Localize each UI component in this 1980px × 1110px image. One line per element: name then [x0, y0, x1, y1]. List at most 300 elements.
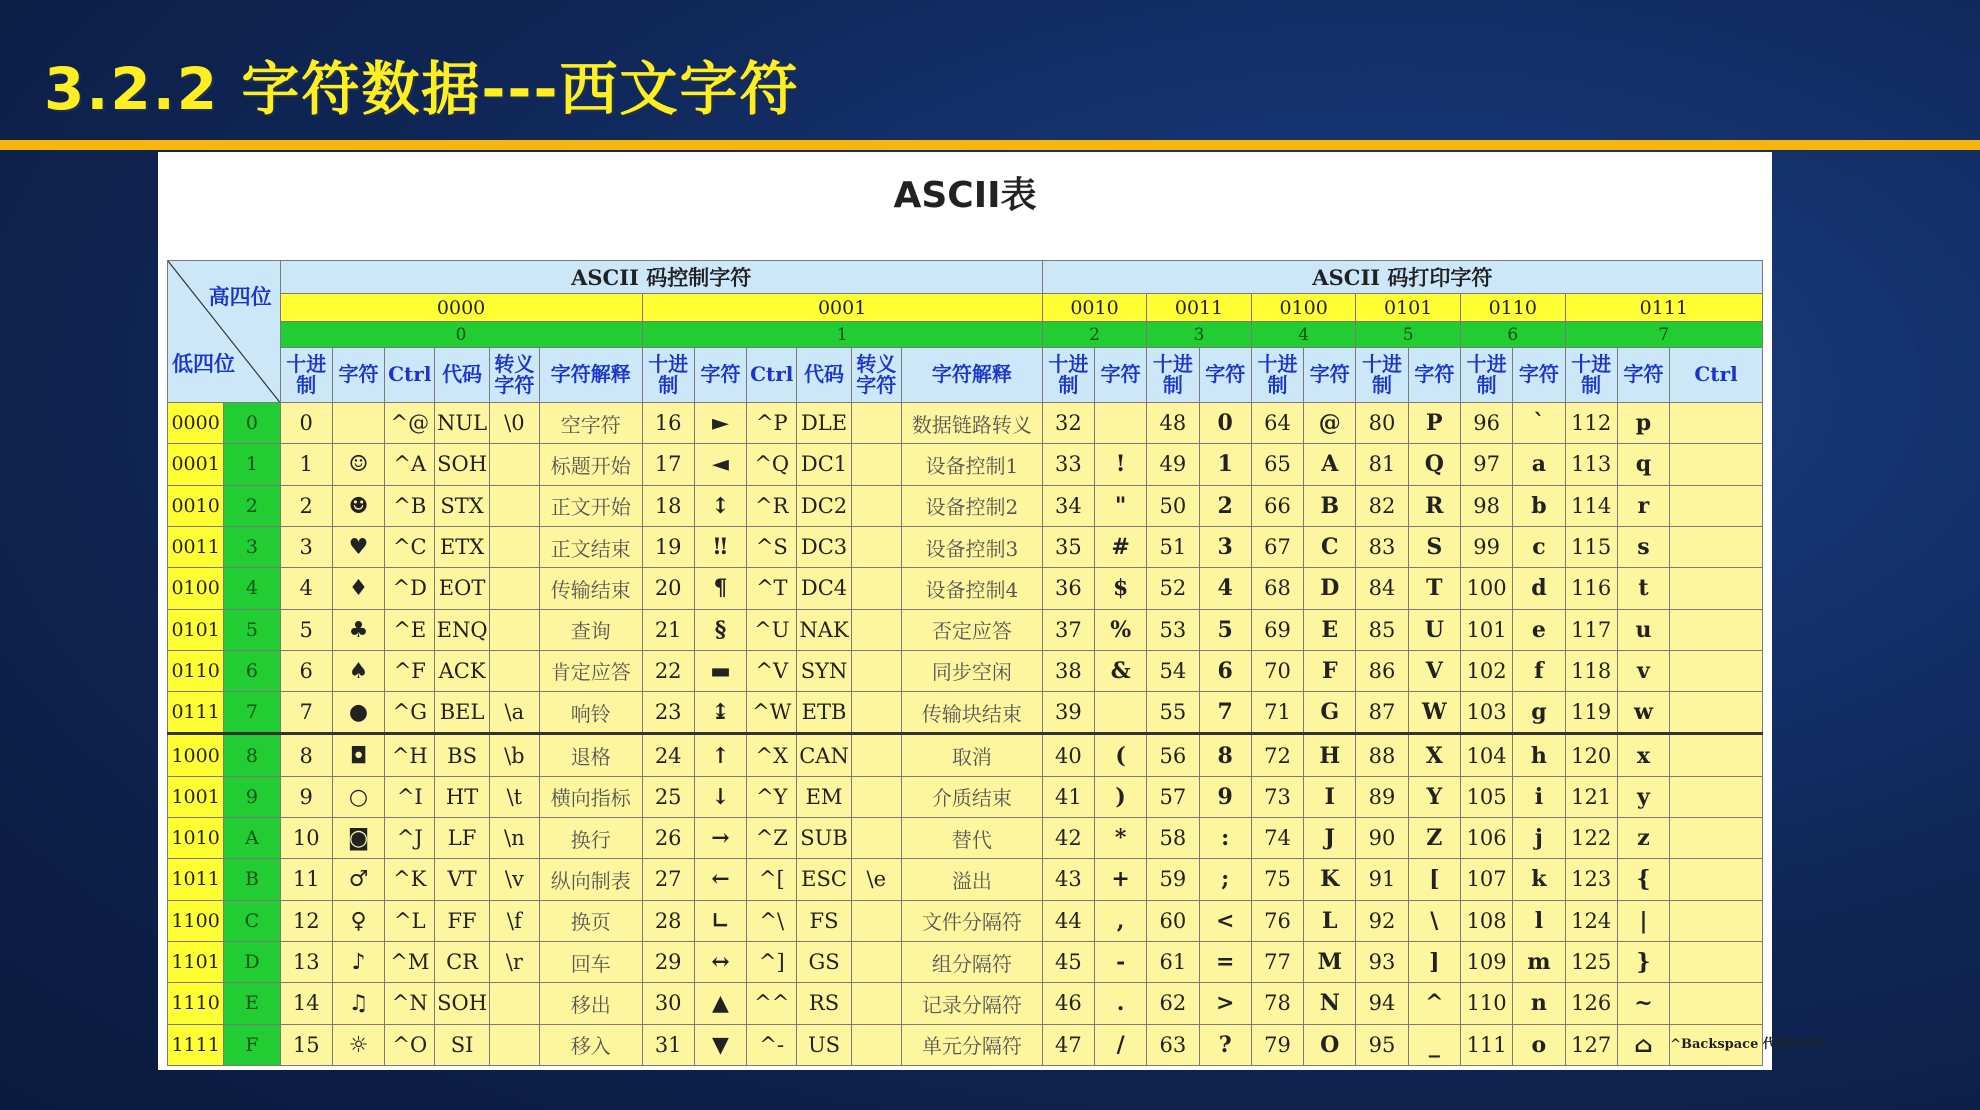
print-dec: 82: [1356, 485, 1408, 526]
print-dec: 101: [1460, 609, 1512, 650]
print-dec: 72: [1251, 734, 1303, 776]
print-dec: 115: [1565, 526, 1617, 567]
col-header-dec: 十进制: [1460, 347, 1512, 402]
print-dec: 113: [1565, 444, 1617, 485]
low-bin: 1111: [168, 1024, 224, 1065]
print-dec: 38: [1042, 650, 1094, 691]
print-char: a: [1513, 444, 1565, 485]
col-header-code: 代码: [797, 347, 851, 402]
c1-ctrl: ^P: [747, 403, 797, 444]
last-ctrl: [1670, 526, 1763, 567]
print-dec: 71: [1251, 692, 1303, 734]
last-ctrl: [1670, 485, 1763, 526]
print-char: :: [1199, 818, 1251, 859]
c1-code: ETB: [797, 692, 851, 734]
last-ctrl: [1670, 859, 1763, 900]
col-header-char: 字符: [1095, 347, 1147, 402]
print-dec: 98: [1460, 485, 1512, 526]
c1-escape: [851, 526, 901, 567]
c0-dec: 0: [280, 403, 332, 444]
c0-escape: \b: [489, 734, 539, 776]
print-char: ^: [1408, 983, 1460, 1024]
print-char: [: [1408, 859, 1460, 900]
print-char: $: [1095, 568, 1147, 609]
col-header-char: 字符: [1304, 347, 1356, 402]
print-char: !: [1095, 444, 1147, 485]
c0-meaning: 肯定应答: [539, 650, 642, 691]
print-char: N: [1304, 983, 1356, 1024]
low-bin: 1100: [168, 900, 224, 941]
print-dec: 90: [1356, 818, 1408, 859]
c1-escape: [851, 734, 901, 776]
print-char: b: [1513, 485, 1565, 526]
print-char: 4: [1199, 568, 1251, 609]
c0-dec: 15: [280, 1024, 332, 1065]
c0-escape: \n: [489, 818, 539, 859]
print-dec: 125: [1565, 941, 1617, 982]
c1-code: SUB: [797, 818, 851, 859]
col-header-dec: 十进制: [1356, 347, 1408, 402]
print-dec: 53: [1147, 609, 1199, 650]
c1-code: RS: [797, 983, 851, 1024]
c1-escape: [851, 1024, 901, 1065]
c1-escape: [851, 568, 901, 609]
last-ctrl: [1670, 900, 1763, 941]
print-char: _: [1408, 1024, 1460, 1065]
print-char: (: [1095, 734, 1147, 776]
high-bin-6: 0110: [1460, 294, 1565, 322]
print-char: >: [1199, 983, 1251, 1024]
print-char: 0: [1199, 403, 1251, 444]
c0-ctrl: ^O: [385, 1024, 435, 1065]
print-char: D: [1304, 568, 1356, 609]
print-dec: 52: [1147, 568, 1199, 609]
print-dec: 32: [1042, 403, 1094, 444]
print-char: c: [1513, 526, 1565, 567]
c1-meaning: 设备控制3: [901, 526, 1042, 567]
last-ctrl: [1670, 650, 1763, 691]
c1-code: DC1: [797, 444, 851, 485]
last-ctrl: [1670, 776, 1763, 817]
print-char: |: [1617, 900, 1669, 941]
c0-ctrl: ^F: [385, 650, 435, 691]
print-char: H: [1304, 734, 1356, 776]
print-dec: 111: [1460, 1024, 1512, 1065]
high-hex-7: 7: [1565, 322, 1762, 347]
c0-ctrl: ^H: [385, 734, 435, 776]
print-dec: 107: [1460, 859, 1512, 900]
c1-escape: [851, 983, 901, 1024]
c1-escape: [851, 403, 901, 444]
print-dec: 112: [1565, 403, 1617, 444]
low-hex: 9: [224, 776, 280, 817]
col-header-meaning: 字符解释: [539, 347, 642, 402]
print-char: k: [1513, 859, 1565, 900]
c0-dec: 12: [280, 900, 332, 941]
low-hex: 0: [224, 403, 280, 444]
print-char: ": [1095, 485, 1147, 526]
c0-char: ◘: [332, 734, 384, 776]
c0-code: EOT: [435, 568, 489, 609]
low-bin: 1110: [168, 983, 224, 1024]
c1-meaning: 同步空闲: [901, 650, 1042, 691]
table-row: [168, 818, 1763, 859]
c0-ctrl: ^M: [385, 941, 435, 982]
low-hex: D: [224, 941, 280, 982]
low-bin: 1011: [168, 859, 224, 900]
print-char: [1095, 403, 1147, 444]
print-dec: 54: [1147, 650, 1199, 691]
c0-code: FF: [435, 900, 489, 941]
print-dec: 80: [1356, 403, 1408, 444]
c0-ctrl: ^D: [385, 568, 435, 609]
print-char: 3: [1199, 526, 1251, 567]
print-char: O: [1304, 1024, 1356, 1065]
print-char: &: [1095, 650, 1147, 691]
c0-ctrl: ^B: [385, 485, 435, 526]
c0-char: ♪: [332, 941, 384, 982]
print-char: s: [1617, 526, 1669, 567]
print-dec: 55: [1147, 692, 1199, 734]
c1-char: ‼: [694, 526, 746, 567]
table-row: [168, 526, 1763, 567]
high-hex-0: 0: [280, 322, 642, 347]
col-header-char: 字符: [1617, 347, 1669, 402]
c0-meaning: 换行: [539, 818, 642, 859]
print-dec: 66: [1251, 485, 1303, 526]
high-bin-3: 0011: [1147, 294, 1252, 322]
print-char: e: [1513, 609, 1565, 650]
c0-char: ♥: [332, 526, 384, 567]
print-dec: 117: [1565, 609, 1617, 650]
c1-ctrl: ^S: [747, 526, 797, 567]
print-char: K: [1304, 859, 1356, 900]
c1-char: ◄: [694, 444, 746, 485]
print-dec: 116: [1565, 568, 1617, 609]
print-char: #: [1095, 526, 1147, 567]
print-char: `: [1513, 403, 1565, 444]
low-hex: 1: [224, 444, 280, 485]
print-dec: 63: [1147, 1024, 1199, 1065]
low-hex: F: [224, 1024, 280, 1065]
print-char: ⌂: [1617, 1024, 1669, 1065]
print-char: S: [1408, 526, 1460, 567]
low-hex: 8: [224, 734, 280, 776]
print-char: .: [1095, 983, 1147, 1024]
print-dec: 51: [1147, 526, 1199, 567]
ascii-table: [167, 260, 1824, 1066]
print-dec: 58: [1147, 818, 1199, 859]
panel-title: ASCII表: [893, 175, 1037, 216]
c0-escape: [489, 1024, 539, 1065]
c1-char: ►: [694, 403, 746, 444]
print-char: F: [1304, 650, 1356, 691]
print-char: 5: [1199, 609, 1251, 650]
print-char: q: [1617, 444, 1669, 485]
print-dec: 65: [1251, 444, 1303, 485]
print-dec: 106: [1460, 818, 1512, 859]
table-row: [168, 1024, 1763, 1065]
last-ctrl: [1670, 734, 1763, 776]
c0-escape: [489, 568, 539, 609]
c0-meaning: 正文结束: [539, 526, 642, 567]
c1-ctrl: ^-: [747, 1024, 797, 1065]
print-dec: 44: [1042, 900, 1094, 941]
c0-escape: \f: [489, 900, 539, 941]
c0-dec: 6: [280, 650, 332, 691]
col-header-escape: 转义字符: [489, 347, 539, 402]
c1-dec: 26: [642, 818, 694, 859]
print-char: V: [1408, 650, 1460, 691]
slide-title: 3.2.2 字符数据---西文字符: [44, 55, 800, 123]
c0-dec: 4: [280, 568, 332, 609]
c0-meaning: 换页: [539, 900, 642, 941]
c1-dec: 21: [642, 609, 694, 650]
c1-code: CAN: [797, 734, 851, 776]
print-char: -: [1095, 941, 1147, 982]
c1-char: ∟: [694, 900, 746, 941]
c1-dec: 24: [642, 734, 694, 776]
print-char: I: [1304, 776, 1356, 817]
print-dec: 85: [1356, 609, 1408, 650]
print-dec: 120: [1565, 734, 1617, 776]
print-char: z: [1617, 818, 1669, 859]
c1-meaning: 否定应答: [901, 609, 1042, 650]
print-char: l: [1513, 900, 1565, 941]
high-hex-6: 6: [1460, 322, 1565, 347]
print-char: ;: [1199, 859, 1251, 900]
print-dec: 121: [1565, 776, 1617, 817]
print-dec: 47: [1042, 1024, 1094, 1065]
c0-ctrl: ^I: [385, 776, 435, 817]
print-char: M: [1304, 941, 1356, 982]
c0-escape: \r: [489, 941, 539, 982]
print-dec: 103: [1460, 692, 1512, 734]
print-char: \: [1408, 900, 1460, 941]
c1-code: GS: [797, 941, 851, 982]
c1-meaning: 数据链路转义: [901, 403, 1042, 444]
low-bin: 0111: [168, 692, 224, 734]
print-dec: 95: [1356, 1024, 1408, 1065]
c0-ctrl: ^G: [385, 692, 435, 734]
table-row: [168, 900, 1763, 941]
col-header-dec: 十进制: [1565, 347, 1617, 402]
c1-ctrl: ^X: [747, 734, 797, 776]
c1-escape: [851, 818, 901, 859]
c0-dec: 11: [280, 859, 332, 900]
print-dec: 118: [1565, 650, 1617, 691]
print-dec: 46: [1042, 983, 1094, 1024]
print-char: g: [1513, 692, 1565, 734]
c0-code: HT: [435, 776, 489, 817]
c1-code: ESC: [797, 859, 851, 900]
print-dec: 92: [1356, 900, 1408, 941]
print-dec: 68: [1251, 568, 1303, 609]
print-char: X: [1408, 734, 1460, 776]
print-dec: 87: [1356, 692, 1408, 734]
print-dec: 75: [1251, 859, 1303, 900]
high-hex-4: 4: [1251, 322, 1356, 347]
c1-escape: [851, 900, 901, 941]
high-bin-4: 0100: [1251, 294, 1356, 322]
corner-high-label: 高四位: [208, 284, 272, 309]
c1-escape: [851, 609, 901, 650]
c1-ctrl: ^Z: [747, 818, 797, 859]
print-char: 2: [1199, 485, 1251, 526]
c1-char: ↔: [694, 941, 746, 982]
low-bin: 0100: [168, 568, 224, 609]
c0-meaning: 移出: [539, 983, 642, 1024]
print-dec: 97: [1460, 444, 1512, 485]
c1-char: ▼: [694, 1024, 746, 1065]
low-bin: 0010: [168, 485, 224, 526]
c0-meaning: 标题开始: [539, 444, 642, 485]
print-char: p: [1617, 403, 1669, 444]
table-row: [168, 650, 1763, 691]
table-row: [168, 609, 1763, 650]
low-hex: A: [224, 818, 280, 859]
c0-char: ◙: [332, 818, 384, 859]
col-header-char: 字符: [1513, 347, 1565, 402]
print-char: ~: [1617, 983, 1669, 1024]
c0-meaning: 退格: [539, 734, 642, 776]
c1-ctrl: ^U: [747, 609, 797, 650]
print-char: o: [1513, 1024, 1565, 1065]
print-char: 6: [1199, 650, 1251, 691]
low-bin: 0000: [168, 403, 224, 444]
col-header-meaning: 字符解释: [901, 347, 1042, 402]
high-bin-2: 0010: [1042, 294, 1147, 322]
c1-ctrl: ^]: [747, 941, 797, 982]
c0-char: ♀: [332, 900, 384, 941]
c1-dec: 30: [642, 983, 694, 1024]
c1-dec: 20: [642, 568, 694, 609]
c0-code: SOH: [435, 983, 489, 1024]
c0-dec: 10: [280, 818, 332, 859]
c0-char: ♫: [332, 983, 384, 1024]
col-header-dec: 十进制: [280, 347, 332, 402]
print-dec: 126: [1565, 983, 1617, 1024]
table-row: [168, 692, 1763, 734]
c1-code: DC2: [797, 485, 851, 526]
print-dec: 69: [1251, 609, 1303, 650]
print-char: P: [1408, 403, 1460, 444]
print-char: *: [1095, 818, 1147, 859]
print-dec: 123: [1565, 859, 1617, 900]
print-char: f: [1513, 650, 1565, 691]
print-char: 7: [1199, 692, 1251, 734]
col-header-char: 字符: [694, 347, 746, 402]
c0-escape: \t: [489, 776, 539, 817]
c0-escape: [489, 526, 539, 567]
c0-escape: [489, 609, 539, 650]
print-dec: 43: [1042, 859, 1094, 900]
c0-dec: 9: [280, 776, 332, 817]
c0-dec: 1: [280, 444, 332, 485]
col-header-char: 字符: [1408, 347, 1460, 402]
col-header-ctrl: Ctrl: [1670, 347, 1763, 402]
low-hex: 3: [224, 526, 280, 567]
c0-ctrl: ^E: [385, 609, 435, 650]
c1-escape: [851, 444, 901, 485]
low-bin: 1001: [168, 776, 224, 817]
c0-dec: 5: [280, 609, 332, 650]
ascii-panel: [158, 152, 1824, 1070]
print-char: t: [1617, 568, 1669, 609]
print-dec: 83: [1356, 526, 1408, 567]
col-header-dec: 十进制: [1147, 347, 1199, 402]
print-dec: 93: [1356, 941, 1408, 982]
print-dec: 86: [1356, 650, 1408, 691]
c0-escape: [489, 444, 539, 485]
c1-ctrl: ^Y: [747, 776, 797, 817]
last-ctrl: [1670, 818, 1763, 859]
print-dec: 91: [1356, 859, 1408, 900]
c0-dec: 3: [280, 526, 332, 567]
print-char: d: [1513, 568, 1565, 609]
print-dec: 76: [1251, 900, 1303, 941]
c0-meaning: 响铃: [539, 692, 642, 734]
table-row: [168, 859, 1763, 900]
c1-meaning: 文件分隔符: [901, 900, 1042, 941]
print-char: W: [1408, 692, 1460, 734]
print-char: y: [1617, 776, 1669, 817]
table-row: [168, 734, 1763, 776]
print-dec: 41: [1042, 776, 1094, 817]
low-hex: 6: [224, 650, 280, 691]
high-bin-5: 0101: [1356, 294, 1461, 322]
low-bin: 0011: [168, 526, 224, 567]
c1-escape: [851, 776, 901, 817]
print-char: v: [1617, 650, 1669, 691]
c0-meaning: 传输结束: [539, 568, 642, 609]
print-char: 8: [1199, 734, 1251, 776]
print-dec: 50: [1147, 485, 1199, 526]
print-char: C: [1304, 526, 1356, 567]
low-hex: B: [224, 859, 280, 900]
print-char: G: [1304, 692, 1356, 734]
print-char: {: [1617, 859, 1669, 900]
c0-ctrl: ^C: [385, 526, 435, 567]
print-char: x: [1617, 734, 1669, 776]
print-dec: 94: [1356, 983, 1408, 1024]
c1-code: DC3: [797, 526, 851, 567]
print-dec: 96: [1460, 403, 1512, 444]
c1-dec: 29: [642, 941, 694, 982]
c1-dec: 27: [642, 859, 694, 900]
low-hex: 4: [224, 568, 280, 609]
print-dec: 48: [1147, 403, 1199, 444]
c0-ctrl: ^A: [385, 444, 435, 485]
c1-char: ↑: [694, 734, 746, 776]
print-dec: 108: [1460, 900, 1512, 941]
print-dec: 127: [1565, 1024, 1617, 1065]
c1-meaning: 设备控制1: [901, 444, 1042, 485]
print-dec: 114: [1565, 485, 1617, 526]
c0-code: VT: [435, 859, 489, 900]
print-dec: 60: [1147, 900, 1199, 941]
c0-ctrl: ^J: [385, 818, 435, 859]
c0-char: ♠: [332, 650, 384, 691]
print-dec: 45: [1042, 941, 1094, 982]
print-char: 1: [1199, 444, 1251, 485]
c1-meaning: 溢出: [901, 859, 1042, 900]
low-bin: 0101: [168, 609, 224, 650]
c0-code: SI: [435, 1024, 489, 1065]
c0-dec: 8: [280, 734, 332, 776]
high-hex-2: 2: [1042, 322, 1147, 347]
c1-char: ▬: [694, 650, 746, 691]
